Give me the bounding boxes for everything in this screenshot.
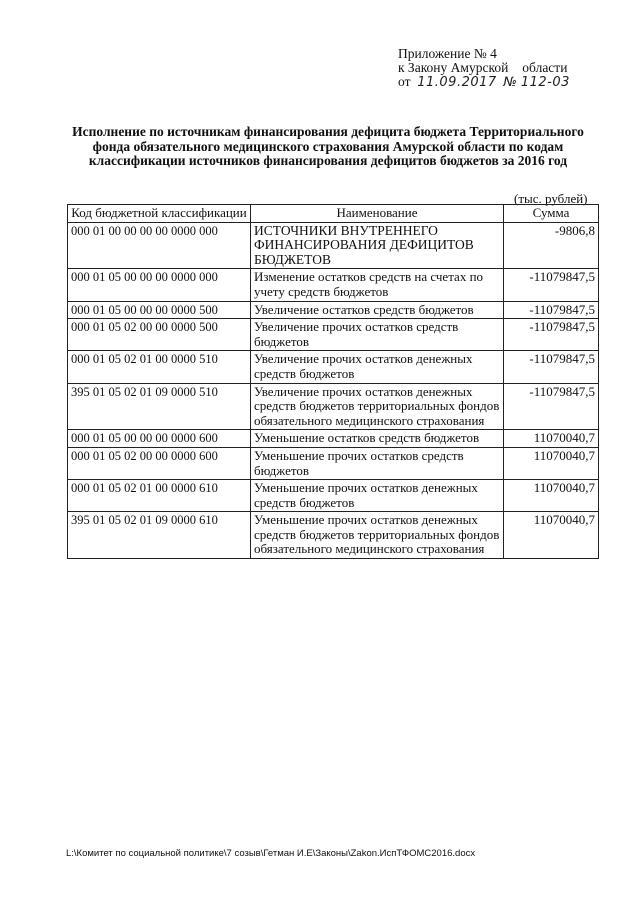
appendix-law-ref (398, 61, 633, 75)
appendix-law-ref-suffix: области (522, 60, 568, 75)
row-code: 000 01 05 02 00 00 0000 500 (68, 319, 251, 351)
table-row (68, 301, 599, 319)
appendix-header (398, 47, 633, 90)
table-row (68, 319, 599, 351)
appendix-number: Приложение № 4 (398, 46, 497, 61)
row-name: Увеличение прочих остатков денежных средств бюджетов территориальных фондов обязательного медицинского страхования (251, 383, 504, 430)
row-sum: -11079847,5 (504, 351, 599, 383)
row-sum: 11070040,7 (504, 430, 599, 448)
appendix-law-ref-prefix: к Закону Амурской (398, 60, 509, 75)
row-sum: -11079847,5 (504, 319, 599, 351)
header-name: Наименование (251, 205, 504, 223)
table-row (68, 447, 599, 479)
handwritten-date: 11.09.2017 (417, 75, 497, 90)
row-name: ИСТОЧНИКИ ВНУТРЕННЕГО ФИНАНСИРОВАНИЯ ДЕФИЦИТОВ БЮДЖЕТОВ (251, 222, 504, 269)
table-row (68, 480, 599, 512)
row-sum: 11070040,7 (504, 512, 599, 559)
row-sum: -11079847,5 (504, 269, 599, 301)
handwritten-number: 112-03 (520, 75, 570, 90)
row-sum: -11079847,5 (504, 383, 599, 430)
row-code: 000 01 05 00 00 00 0000 500 (68, 301, 251, 319)
row-code: 395 01 05 02 01 09 0000 510 (68, 383, 251, 430)
row-code: 000 01 05 02 01 00 0000 610 (68, 480, 251, 512)
table-row (68, 269, 599, 301)
table-row (68, 512, 599, 559)
handwritten-number-sign: № (503, 75, 518, 90)
header-code: Код бюджетной классификации (68, 205, 251, 223)
table-row (68, 383, 599, 430)
row-name: Увеличение остатков средств бюджетов (251, 301, 504, 319)
row-sum: 11070040,7 (504, 447, 599, 479)
sources-table (67, 204, 599, 559)
row-code: 000 01 05 02 01 00 0000 510 (68, 351, 251, 383)
table-row (68, 222, 599, 269)
row-code: 000 01 05 00 00 00 0000 000 (68, 269, 251, 301)
row-name: Увеличение прочих остатков средств бюджетов (251, 319, 504, 351)
row-sum: -11079847,5 (504, 301, 599, 319)
row-name: Уменьшение прочих остатков средств бюджетов (251, 447, 504, 479)
row-name: Изменение остатков средств на счетах по учету средств бюджетов (251, 269, 504, 301)
row-code: 000 01 05 00 00 00 0000 600 (68, 430, 251, 448)
row-name: Уменьшение прочих остатков денежных средств бюджетов (251, 480, 504, 512)
row-code: 395 01 05 02 01 09 0000 610 (68, 512, 251, 559)
document-title: Исполнение по источникам финансирования дефицита бюджета Территориального фонда обязательного медицинского страхования Амурской области по кодам классификации источников финансирования дефицитов бюджетов за 2016 год (72, 124, 584, 169)
header-sum: Сумма (504, 205, 599, 223)
appendix-date-line (398, 75, 633, 90)
row-name: Уменьшение прочих остатков денежных средств бюджетов территориальных фондов обязательного медицинского страхования (251, 512, 504, 559)
table-header-row (68, 205, 599, 223)
row-code: 000 01 00 00 00 00 0000 000 (68, 222, 251, 269)
table-row (68, 430, 599, 448)
row-name: Увеличение прочих остатков денежных средств бюджетов (251, 351, 504, 383)
table-row (68, 351, 599, 383)
row-name: Уменьшение остатков средств бюджетов (251, 430, 504, 448)
row-sum: -9806,8 (504, 222, 599, 269)
appendix-date-prefix: от (398, 74, 411, 89)
file-path-footer: L:\Комитет по социальной политике\7 созыв\Гетман И.Е\Законы\Zakon.ИспТФОМС2016.docx (66, 848, 476, 859)
row-sum: 11070040,7 (504, 480, 599, 512)
units-label: (тыс. рублей) (514, 191, 588, 206)
row-code: 000 01 05 02 00 00 0000 600 (68, 447, 251, 479)
